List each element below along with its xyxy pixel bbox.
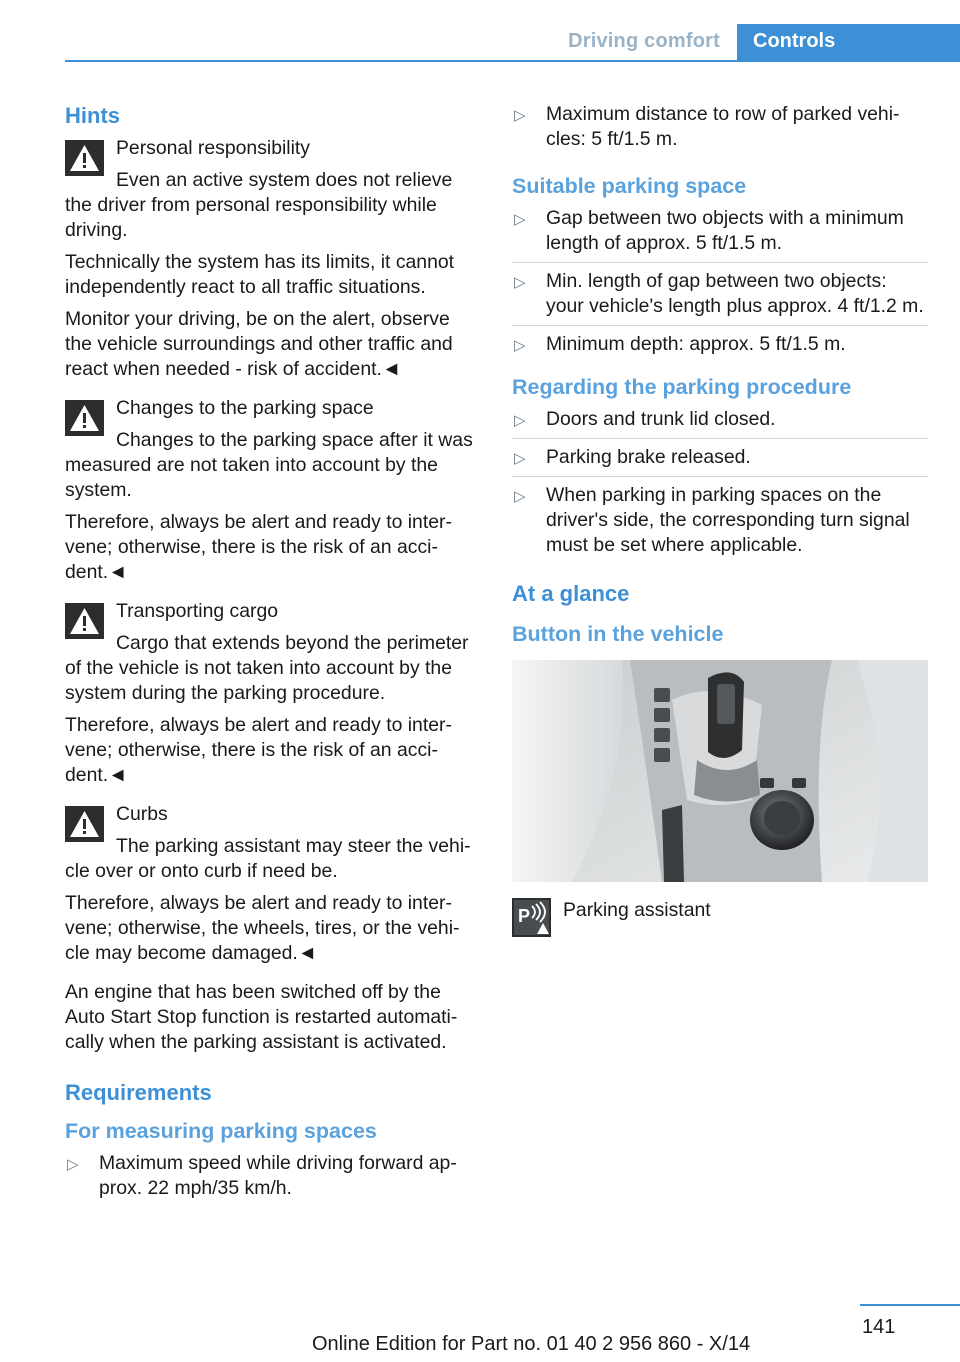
warning-block — [65, 136, 481, 382]
warning-paragraph: Therefore, always be alert and ready to inter-vene; otherwise, the wheels, tires, or the vehi-cle may become damaged.◄ — [65, 892, 460, 964]
warnings-list — [65, 136, 481, 966]
list-item-text: Min. length of gap between two objects: your vehicle's length plus approx. 4 ft/1.2 m. — [546, 270, 924, 317]
warning-paragraph: Therefore, always be alert and ready to inter-vene; otherwise, there is the risk of an acci-dent.◄ — [65, 714, 452, 786]
measuring-list — [65, 1151, 481, 1207]
procedure-heading: Regarding the parking procedure — [512, 375, 852, 399]
list-item-text: Minimum depth: approx. 5 ft/1.5 m. — [546, 333, 846, 355]
list-item — [512, 483, 928, 564]
warning-text-continued: measured are not taken into account by the system. — [65, 454, 438, 501]
warning-header — [65, 396, 481, 453]
list-item — [65, 1151, 481, 1207]
warning-paragraph: Monitor your driving, be on the alert, observe the vehicle surroundings and other traffic and react when needed - risk of accident.◄ — [65, 308, 453, 380]
warning-block — [65, 396, 481, 585]
suitable-space-heading: Suitable parking space — [512, 174, 747, 198]
measuring-list-continued — [512, 102, 928, 158]
at-a-glance-heading: At a glance — [512, 581, 630, 606]
list-item-text: Gap between two objects with a minimum length of approx. 5 ft/1.5 m. — [546, 207, 904, 254]
warning-text-first-line: Changes to the parking space after it was — [116, 429, 473, 451]
procedure-list — [512, 407, 928, 564]
warning-text-first-line: Cargo that extends beyond the perimeter — [116, 632, 469, 654]
warning-header — [65, 599, 481, 656]
triangle-bullet-icon: ▷ — [514, 488, 526, 505]
list-item-text: When parking in parking spaces on the driver's side, the corresponding turn signal must be set where applicable. — [546, 484, 910, 556]
right-column — [512, 102, 928, 940]
warning-text-continued: of the vehicle is not taken into account by the system during the parking procedure. — [65, 657, 452, 704]
warning-title: Personal responsibility — [116, 137, 311, 159]
hints-heading: Hints — [65, 103, 120, 128]
list-item-text: Parking brake released. — [546, 446, 751, 468]
parking-assistant-label: Parking assistant — [563, 899, 711, 921]
list-item-text: Maximum speed while driving forward ap-prox. 22 mph/35 km/h. — [99, 1152, 457, 1199]
parking-assistant-icon — [512, 898, 551, 937]
triangle-bullet-icon: ▷ — [514, 412, 526, 429]
triangle-bullet-icon: ▷ — [514, 107, 526, 124]
warning-text-continued: the driver from personal responsibility while driving. — [65, 194, 437, 241]
header-rule — [65, 60, 960, 62]
warning-text-continued: cle over or onto curb if need be. — [65, 860, 338, 882]
warning-triangle-icon — [65, 400, 104, 436]
warning-header — [65, 136, 481, 193]
list-item — [512, 445, 928, 477]
page-number: 141 — [862, 1316, 896, 1338]
warning-text — [116, 168, 481, 193]
warning-text — [116, 631, 481, 656]
svg-text:P: P — [518, 906, 531, 926]
warning-text-first-line: The parking assistant may steer the vehi- — [116, 835, 471, 857]
warning-paragraph: Therefore, always be alert and ready to inter-vene; otherwise, there is the risk of an acci-dent.◄ — [65, 511, 452, 583]
list-item-text: Doors and trunk lid closed. — [546, 408, 776, 430]
warning-title: Changes to the parking space — [116, 397, 374, 419]
suitable-space-list — [512, 206, 928, 363]
warning-text — [116, 834, 481, 859]
warning-title: Transporting cargo — [116, 600, 279, 622]
warning-block — [65, 802, 481, 966]
list-item — [512, 407, 928, 439]
triangle-bullet-icon: ▷ — [514, 337, 526, 354]
footer-rule — [860, 1304, 960, 1306]
warning-text — [116, 428, 481, 453]
warning-header — [65, 802, 481, 859]
warning-triangle-icon — [65, 603, 104, 639]
header-section-title: Driving comfort — [568, 30, 720, 52]
requirements-heading: Requirements — [65, 1080, 212, 1105]
measuring-heading: For measuring parking spaces — [65, 1119, 377, 1143]
warning-title: Curbs — [116, 803, 168, 825]
center-console-photo — [512, 660, 928, 882]
warning-triangle-icon — [65, 140, 104, 176]
list-item — [512, 332, 928, 363]
list-item — [512, 206, 928, 263]
triangle-bullet-icon: ▷ — [514, 211, 526, 228]
left-column — [65, 102, 481, 1207]
warning-block — [65, 599, 481, 788]
triangle-bullet-icon: ▷ — [514, 274, 526, 291]
parking-assistant-button-row — [512, 898, 928, 940]
engine-note: An engine that has been switched off by the Auto Start Stop function is restarted automati-cally when the parking assistant is activated. — [65, 981, 458, 1053]
warning-paragraph: Technically the system has its limits, it cannot independently react to all traffic situations. — [65, 251, 455, 298]
button-heading: Button in the vehicle — [512, 622, 724, 646]
list-item — [512, 269, 928, 326]
edition-note: Online Edition for Part no. 01 40 2 956 860 - X/14 — [312, 1333, 751, 1355]
warning-triangle-icon — [65, 806, 104, 842]
triangle-bullet-icon: ▷ — [514, 450, 526, 467]
triangle-bullet-icon: ▷ — [67, 1156, 79, 1173]
header-chapter-tab: Controls — [737, 24, 960, 62]
warning-text-first-line: Even an active system does not relieve — [116, 169, 453, 191]
list-item-text: Maximum distance to row of parked vehi-cles: 5 ft/1.5 m. — [546, 103, 900, 150]
list-item — [512, 102, 928, 158]
